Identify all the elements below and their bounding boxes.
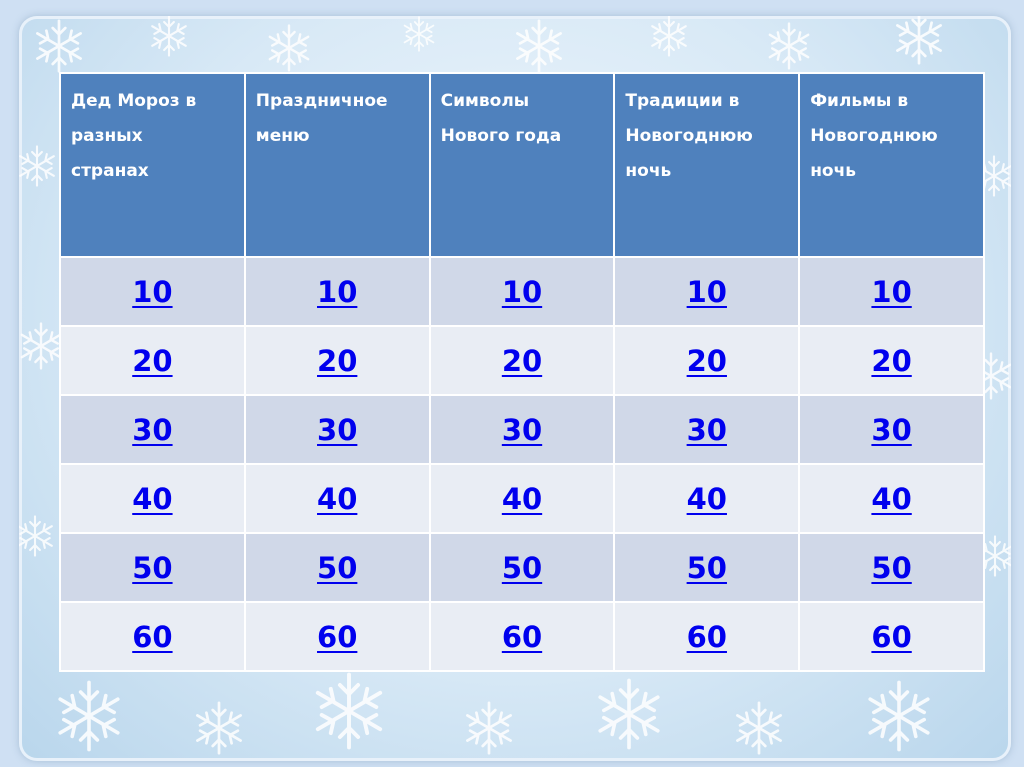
score-cell: [614, 326, 799, 395]
score-link[interactable]: 40: [871, 481, 912, 516]
score-cell: [245, 602, 430, 671]
score-link[interactable]: 50: [871, 550, 912, 585]
score-link[interactable]: 40: [132, 481, 173, 516]
score-link[interactable]: 50: [501, 550, 543, 585]
score-cell: [799, 257, 984, 326]
score-cell: [799, 533, 984, 602]
score-cell: [614, 464, 799, 533]
score-cell: [60, 257, 245, 326]
score-cell: [430, 533, 615, 602]
table-row: [60, 395, 984, 464]
score-link[interactable]: 60: [132, 619, 173, 654]
game-board: [59, 72, 985, 672]
category-header: Символы Нового года: [430, 73, 615, 257]
score-link[interactable]: 20: [871, 343, 912, 378]
score-link[interactable]: 50: [686, 550, 727, 585]
score-link[interactable]: 30: [317, 412, 358, 447]
score-link[interactable]: 10: [686, 274, 727, 309]
score-link[interactable]: 10: [501, 274, 543, 309]
score-cell: [245, 533, 430, 602]
score-link[interactable]: 50: [132, 550, 173, 585]
score-cell: [430, 326, 615, 395]
category-header: Фильмы в Новогоднюю ночь: [799, 73, 984, 257]
score-cell: [430, 257, 615, 326]
score-link[interactable]: 30: [686, 412, 727, 447]
score-cell: [614, 533, 799, 602]
score-cell: [245, 464, 430, 533]
score-link[interactable]: 20: [317, 343, 358, 378]
table-row: [60, 326, 984, 395]
score-link[interactable]: 10: [317, 274, 358, 309]
category-header: Традиции в Новогоднюю ночь: [614, 73, 799, 257]
score-cell: [60, 326, 245, 395]
category-header: Дед Мороз в разных странах: [60, 73, 245, 257]
score-cell: [430, 602, 615, 671]
score-link[interactable]: 20: [686, 343, 727, 378]
score-cell: [799, 602, 984, 671]
table-row: [60, 602, 984, 671]
table-row: [60, 533, 984, 602]
score-link[interactable]: 60: [686, 619, 727, 654]
score-cell: [60, 464, 245, 533]
score-link[interactable]: 40: [686, 481, 727, 516]
slide-frame: [19, 16, 1011, 761]
score-cell: [245, 395, 430, 464]
score-cell: [799, 326, 984, 395]
score-cell: [614, 602, 799, 671]
score-cell: [60, 602, 245, 671]
score-link[interactable]: 20: [501, 343, 543, 378]
score-link[interactable]: 60: [317, 619, 358, 654]
score-cell: [430, 395, 615, 464]
score-link[interactable]: 50: [317, 550, 358, 585]
score-link[interactable]: 10: [871, 274, 912, 309]
score-link[interactable]: 60: [501, 619, 543, 654]
score-link[interactable]: 30: [871, 412, 912, 447]
score-cell: [614, 257, 799, 326]
score-cell: [60, 395, 245, 464]
score-cell: [799, 464, 984, 533]
score-link[interactable]: 60: [871, 619, 912, 654]
score-link[interactable]: 30: [501, 412, 543, 447]
score-cell: [799, 395, 984, 464]
score-cell: [614, 395, 799, 464]
score-link[interactable]: 40: [317, 481, 358, 516]
score-link[interactable]: 30: [132, 412, 173, 447]
table-row: [60, 464, 984, 533]
table-row: [60, 257, 984, 326]
score-cell: [245, 257, 430, 326]
score-cell: [430, 464, 615, 533]
score-cell: [245, 326, 430, 395]
score-link[interactable]: 20: [132, 343, 173, 378]
score-cell: [60, 533, 245, 602]
header-row: [60, 73, 984, 257]
category-header: Праздничное меню: [245, 73, 430, 257]
score-link[interactable]: 10: [132, 274, 173, 309]
score-link[interactable]: 40: [501, 481, 543, 516]
